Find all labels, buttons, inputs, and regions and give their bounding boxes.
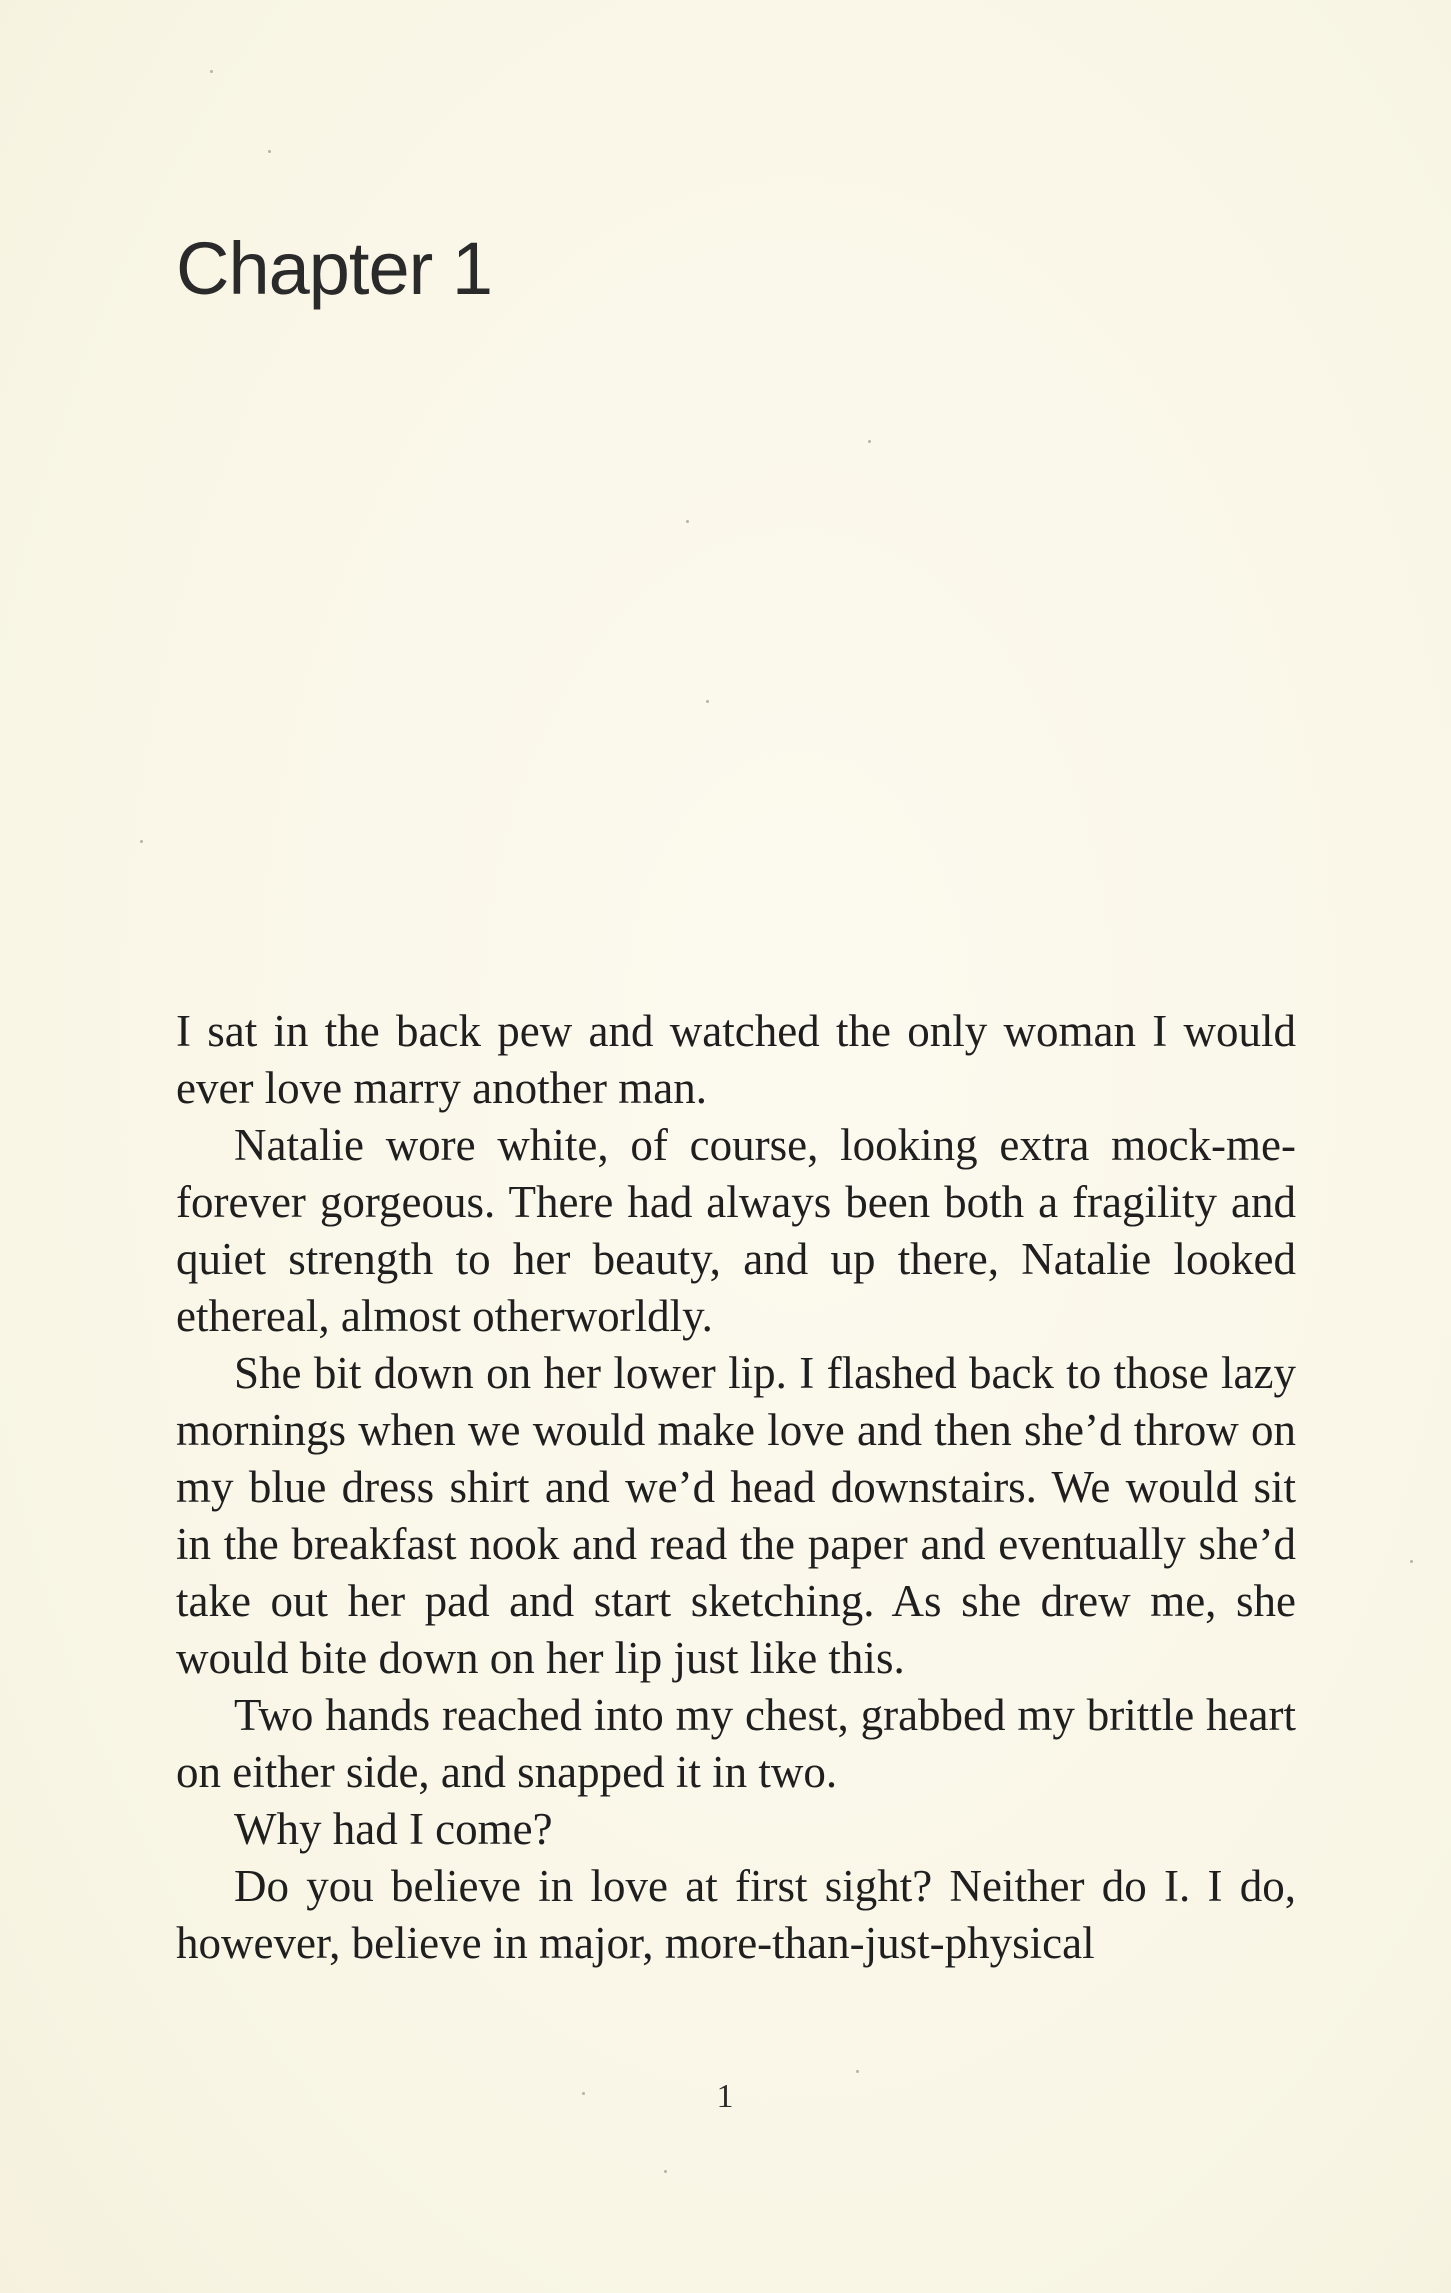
paper-speck xyxy=(1410,1560,1413,1563)
paper-speck xyxy=(664,2170,667,2173)
paper-speck xyxy=(210,70,213,73)
paragraph: I sat in the back pew and watched the only woman I would ever love marry another man. xyxy=(176,1006,1296,1113)
paper-speck xyxy=(868,440,871,443)
paragraph: Natalie wore white, of course, looking extra mock-me-forever gorgeous. There had always been both a fragility and quiet strength to her beauty, and up there, Natalie looked ethereal, almost otherworldly. xyxy=(176,1120,1296,1341)
paper-speck xyxy=(582,2092,585,2095)
paper-speck xyxy=(140,840,143,843)
paragraph: She bit down on her lower lip. I flashed back to those lazy mornings when we would make love and then she’d throw on my blue dress shirt and we’d head downstairs. We would sit in the breakfast nook and read the paper and eventually she’d take out her pad and start sketching. As she drew me, she would bite down on her lip just like this. xyxy=(176,1348,1296,1683)
paper-speck xyxy=(856,2070,859,2073)
paper-speck xyxy=(706,700,709,703)
paper-speck xyxy=(268,150,271,153)
page-number: 1 xyxy=(716,2078,735,2115)
paragraph: Why had I come? xyxy=(234,1804,553,1854)
chapter-body xyxy=(176,1003,1296,1972)
chapter-title: Chapter 1 xyxy=(176,227,492,310)
paragraph: Two hands reached into my chest, grabbed my brittle heart on either side, and snapped it in two. xyxy=(176,1690,1296,1797)
paragraph: Do you believe in love at first sight? Neither do I. I do, however, believe in major, more-than-just-physical xyxy=(176,1861,1296,1968)
paper-speck xyxy=(686,520,689,523)
